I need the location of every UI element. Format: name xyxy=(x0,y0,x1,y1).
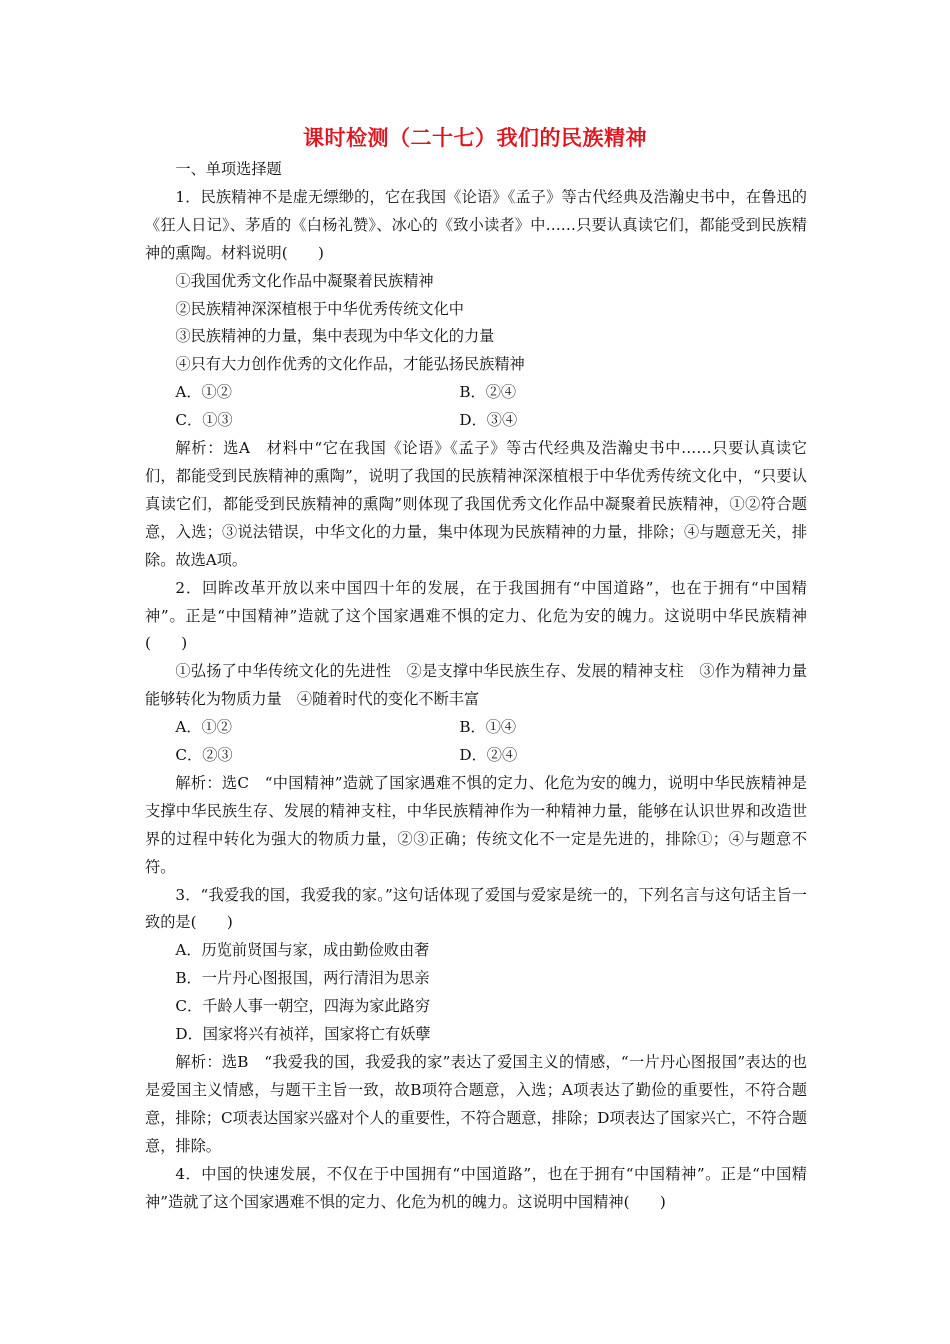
document-body xyxy=(145,156,807,1216)
option-b: B．一片丹心图报国，两行清泪为思亲 xyxy=(175,969,430,988)
option-row xyxy=(145,379,807,407)
option-a: A．①② xyxy=(175,383,232,402)
statement-item: ②民族精神深深植根于中华优秀传统文化中 xyxy=(175,299,464,318)
question-stem: 3．“我爱我的国，我爱我的家。”这句话体现了爱国与爱家是统一的，下列名言与这句话主旨一致的是( ) xyxy=(145,885,807,932)
statement-item: ④只有大力创作优秀的文化作品，才能弘扬民族精神 xyxy=(175,355,525,374)
statement-item: ③民族精神的力量，集中表现为中华文化的力量 xyxy=(175,327,495,346)
option-d: D．国家将兴有祯祥，国家将亡有妖孽 xyxy=(175,1025,431,1044)
section-heading: 一、单项选择题 xyxy=(175,160,282,178)
option-row xyxy=(145,407,807,435)
question-stem: 4．中国的快速发展，不仅在于中国拥有“中国道路”，也在于拥有“中国精神”。正是“中国精神”造就了这个国家遇难不惧的定力、化危为机的魄力。这说明中国精神( ) xyxy=(145,1164,807,1211)
option-c: C．千龄人事一朝空，四海为家此路穷 xyxy=(175,997,431,1016)
option-row xyxy=(145,714,807,742)
option-a: A．历览前贤国与家，成由勤俭败由奢 xyxy=(175,941,430,960)
question-2 xyxy=(145,575,807,882)
option-a: A．①② xyxy=(175,718,232,737)
question-4 xyxy=(145,1161,807,1217)
option-row xyxy=(145,742,807,770)
question-stem: 1．民族精神不是虚无缥缈的，它在我国《论语》《孟子》等古代经典及浩瀚史书中，在鲁迅的《狂人日记》、茅盾的《白杨礼赞》、冰心的《致小读者》中……只要认真读它们，都能受到民族精神的熏陶。材料说明( ) xyxy=(145,187,807,262)
option-d: D．②④ xyxy=(459,746,518,765)
option-c: C．①③ xyxy=(175,411,233,430)
option-c: C．②③ xyxy=(175,746,233,765)
analysis-text: 解析：选B “我爱我的国，我爱我的家”表达了爱国主义的情感，“一片丹心图报国”表达的也是爱国主义情感，与题干主旨一致，故B项符合题意，入选；A项表达了勤俭的重要性，不符合题意，排除；C项表达国家兴盛对个人的重要性，不符合题意，排除；D项表达了国家兴亡，不符合题意，排除。 xyxy=(145,1053,807,1155)
analysis-text: 解析：选C “中国精神”造就了国家遇难不惧的定力、化危为安的魄力，说明中华民族精神是支撑中华民族生存、发展的精神支柱，中华民族精神作为一种精神力量，能够在认识世界和改造世界的过程中转化为强大的物质力量，②③正确；传统文化不一定是先进的，排除①；④与题意不符。 xyxy=(145,773,807,876)
question-stem: 2．回眸改革开放以来中国四十年的发展，在于我国拥有“中国道路”，也在于拥有“中国精神”。正是“中国精神”造就了这个国家遇难不惧的定力、化危为安的魄力。这说明中华民族精神( ) xyxy=(145,578,807,653)
option-b: B．①④ xyxy=(459,718,517,737)
statement-items: ①弘扬了中华传统文化的先进性 ②是支撑中华民族生存、发展的精神支柱 ③作为精神力量能够转化为物质力量 ④随着时代的变化不断丰富 xyxy=(145,662,807,709)
statement-item: ①我国优秀文化作品中凝聚着民族精神 xyxy=(175,271,434,290)
question-1 xyxy=(145,184,807,575)
page-title: 课时检测（二十七）我们的民族精神 xyxy=(303,126,647,150)
question-3 xyxy=(145,882,807,1161)
analysis-text: 解析：选A 材料中“它在我国《论语》《孟子》等古代经典及浩瀚史书中……只要认真读它们，都能受到民族精神的熏陶”，说明了我国的民族精神深深植根于中华优秀传统文化中，“只要认真读它们，都能受到民族精神的熏陶”则体现了我国优秀文化作品中凝聚着民族精神，①②符合题意，入选；③说法错误，中华文化的力量，集中体现为民族精神的力量，排除；④与题意无关，排除。故选A项。 xyxy=(145,439,807,569)
option-d: D．③④ xyxy=(459,411,518,430)
option-b: B．②④ xyxy=(459,383,517,402)
